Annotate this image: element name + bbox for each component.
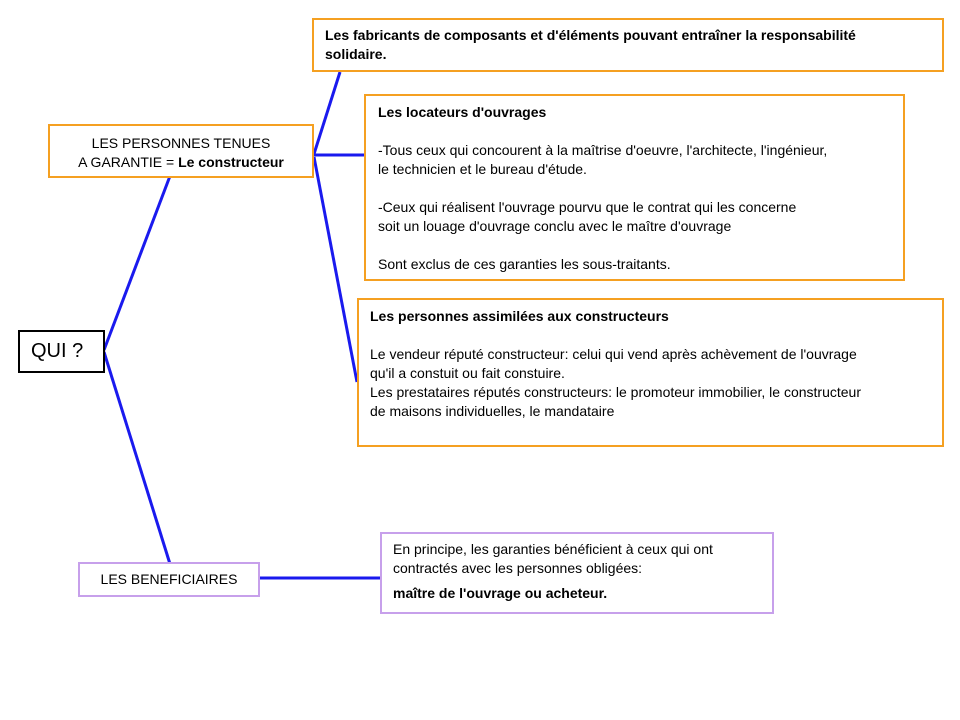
node-beneficiaires [78,562,260,597]
personnes-tenues-prefix: A GARANTIE = [78,154,179,170]
node-locateurs [364,94,905,281]
root-node-qui [18,330,105,373]
assimilees-para1: Le vendeur réputé constructeur: celui qui vend après achèvement de l'ouvrage qu'il a constuit ou fait constuire. [370,346,857,381]
fabricants-text: Les fabricants de composants et d'éléments pouvant entraîner la responsabilité solidaire. [325,27,856,62]
node-personnes-tenues [48,124,314,178]
line-tenues-to-assimilees [314,157,357,382]
locateurs-para1: -Tous ceux qui concourent à la maîtrise d'oeuvre, l'architecte, l'ingénieur, le technicien et le bureau d'étude. [378,142,828,177]
personnes-tenues-line1: LES PERSONNES TENUES [91,135,271,151]
assimilees-title: Les personnes assimilées aux constructeurs [370,308,669,324]
root-label: QUI ? [31,340,84,362]
beneficiaires-label: LES BENEFICIAIRES [100,571,238,587]
line-tenues-to-fabricants [314,72,340,154]
benef-detail-text: En principe, les garanties bénéficient à ceux qui ont contractés avec les personnes obligées: [393,541,713,576]
locateurs-para2: -Ceux qui réalisent l'ouvrage pourvu que le contrat qui les concerne soit un louage d'ouvrage conclu avec le maître d'ouvrage [378,199,797,234]
node-benef-detail [380,532,774,614]
line-root-to-beneficiaires [104,352,170,564]
line-root-to-tenues [104,176,170,350]
benef-detail-bold: maître de l'ouvrage ou acheteur. [393,585,608,601]
personnes-tenues-bold: Le constructeur [178,154,284,170]
locateurs-title: Les locateurs d'ouvrages [378,104,547,120]
personnes-tenues-line2 [50,153,312,172]
node-assimilees [357,298,944,447]
assimilees-para2: Les prestataires réputés constructeurs: le promoteur immobilier, le constructeur de maisons individuelles, le mandataire [370,384,861,419]
node-fabricants [312,18,944,72]
locateurs-para3: Sont exclus de ces garanties les sous-traitants. [378,256,671,272]
